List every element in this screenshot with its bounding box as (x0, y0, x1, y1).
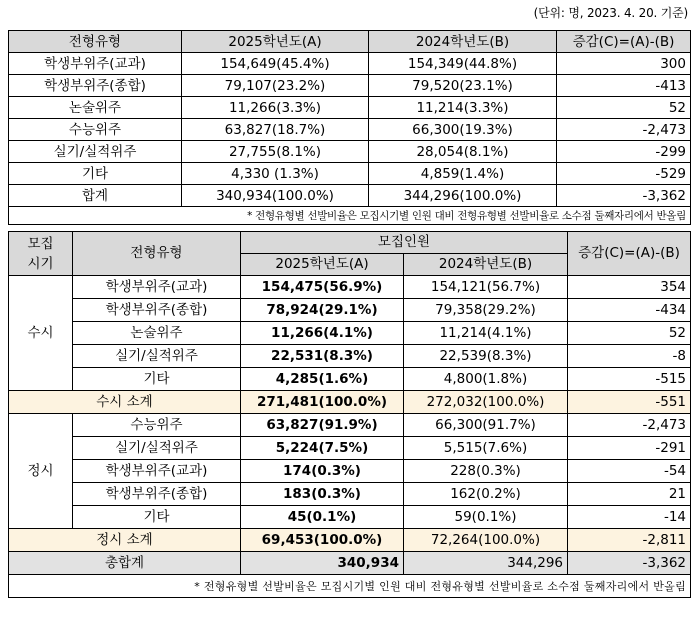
row-diff: -2,473 (568, 414, 691, 437)
row-2025: 63,827(18.7%) (182, 119, 369, 141)
total-row (9, 185, 691, 207)
row-diff: 21 (568, 483, 691, 506)
summary-table (8, 30, 691, 225)
header-2025: 2025학년도(A) (182, 31, 369, 53)
row-type: 실기/실적위주 (73, 345, 241, 368)
row-diff: -8 (568, 345, 691, 368)
table-row (9, 506, 691, 529)
detail-table (8, 231, 691, 598)
table-row (9, 483, 691, 506)
row-2024: 28,054(8.1%) (369, 141, 557, 163)
row-2024: 66,300(91.7%) (404, 414, 568, 437)
table-row (9, 163, 691, 185)
row-2025: 4,330 (1.3%) (182, 163, 369, 185)
row-diff: -3,362 (557, 185, 691, 207)
row-2024: 154,349(44.8%) (369, 53, 557, 75)
row-diff: -529 (557, 163, 691, 185)
row-2024: 4,800(1.8%) (404, 368, 568, 391)
row-type: 합계 (9, 185, 182, 207)
row-type: 학생부위주(종합) (9, 75, 182, 97)
row-type: 논술위주 (73, 322, 241, 345)
jeongsi-subtotal-row (9, 529, 691, 552)
table-row (9, 437, 691, 460)
row-2024: 228(0.3%) (404, 460, 568, 483)
summary-header-row (9, 31, 691, 53)
period-susi: 수시 (9, 276, 73, 391)
table-row (9, 460, 691, 483)
row-2024: 79,358(29.2%) (404, 299, 568, 322)
row-type: 학생부위주(교과) (73, 460, 241, 483)
table-row (9, 322, 691, 345)
footnote: * 전형유형별 선발비율은 모집시기별 인원 대비 전형유형별 선발비율로 소수점 둘째자리에서 반올림 (9, 575, 691, 598)
header-diff: 증감(C)=(A)-(B) (557, 31, 691, 53)
row-diff: -54 (568, 460, 691, 483)
table-row (9, 53, 691, 75)
subtotal-2024: 72,264(100.0%) (404, 529, 568, 552)
period-jeongsi: 정시 (9, 414, 73, 529)
row-diff: 300 (557, 53, 691, 75)
table-row (9, 368, 691, 391)
row-2025: 27,755(8.1%) (182, 141, 369, 163)
row-2025: 4,285(1.6%) (241, 368, 404, 391)
row-2024: 4,859(1.4%) (369, 163, 557, 185)
note-row (9, 207, 691, 225)
footnote: * 전형유형별 선발비율은 모집시기별 인원 대비 전형유형별 선발비율로 소수점 둘째자리에서 반올림 (9, 207, 691, 225)
row-2025: 45(0.1%) (241, 506, 404, 529)
total-2024: 344,296 (404, 552, 568, 575)
header-diff: 증감(C)=(A)-(B) (568, 232, 691, 276)
row-type: 기타 (73, 506, 241, 529)
table-row (9, 414, 691, 437)
table-row (9, 119, 691, 141)
row-2025: 11,266(3.3%) (182, 97, 369, 119)
detail-header-row (9, 232, 691, 254)
header-2025: 2025학년도(A) (241, 254, 404, 276)
row-2025: 22,531(8.3%) (241, 345, 404, 368)
row-type: 실기/실적위주 (9, 141, 182, 163)
subtotal-2025: 271,481(100.0%) (241, 391, 404, 414)
subtotal-diff: -2,811 (568, 529, 691, 552)
subtotal-2025: 69,453(100.0%) (241, 529, 404, 552)
row-2024: 59(0.1%) (404, 506, 568, 529)
row-2024: 5,515(7.6%) (404, 437, 568, 460)
total-diff: -3,362 (568, 552, 691, 575)
row-type: 학생부위주(종합) (73, 299, 241, 322)
row-2024: 66,300(19.3%) (369, 119, 557, 141)
row-type: 학생부위주(교과) (73, 276, 241, 299)
row-2025: 5,224(7.5%) (241, 437, 404, 460)
row-2025: 78,924(29.1%) (241, 299, 404, 322)
table-row (9, 345, 691, 368)
subtotal-label: 수시 소계 (9, 391, 241, 414)
table-row (9, 141, 691, 163)
header-type: 전형유형 (9, 31, 182, 53)
row-2025: 174(0.3%) (241, 460, 404, 483)
row-2024: 154,121(56.7%) (404, 276, 568, 299)
row-diff: -2,473 (557, 119, 691, 141)
table-row (9, 276, 691, 299)
row-diff: 354 (568, 276, 691, 299)
row-diff: -14 (568, 506, 691, 529)
row-2025: 340,934(100.0%) (182, 185, 369, 207)
row-type: 수능위주 (9, 119, 182, 141)
row-2025: 11,266(4.1%) (241, 322, 404, 345)
row-2024: 11,214(4.1%) (404, 322, 568, 345)
header-type: 전형유형 (73, 232, 241, 276)
row-2025: 183(0.3%) (241, 483, 404, 506)
row-2024: 22,539(8.3%) (404, 345, 568, 368)
subtotal-2024: 272,032(100.0%) (404, 391, 568, 414)
total-2025: 340,934 (241, 552, 404, 575)
header-2024: 2024학년도(B) (369, 31, 557, 53)
row-2025: 154,475(56.9%) (241, 276, 404, 299)
subtotal-label: 정시 소계 (9, 529, 241, 552)
row-type: 기타 (73, 368, 241, 391)
row-type: 학생부위주(교과) (9, 53, 182, 75)
row-type: 기타 (9, 163, 182, 185)
subtotal-diff: -551 (568, 391, 691, 414)
row-type: 논술위주 (9, 97, 182, 119)
row-diff: -413 (557, 75, 691, 97)
row-2024: 162(0.2%) (404, 483, 568, 506)
row-diff: -291 (568, 437, 691, 460)
row-type: 실기/실적위주 (73, 437, 241, 460)
note-row (9, 575, 691, 598)
row-2024: 79,520(23.1%) (369, 75, 557, 97)
row-2024: 344,296(100.0%) (369, 185, 557, 207)
row-2025: 79,107(23.2%) (182, 75, 369, 97)
header-recruit: 모집인원 (241, 232, 568, 254)
row-diff: -434 (568, 299, 691, 322)
row-2024: 11,214(3.3%) (369, 97, 557, 119)
row-diff: -299 (557, 141, 691, 163)
row-type: 수능위주 (73, 414, 241, 437)
header-2024: 2024학년도(B) (404, 254, 568, 276)
row-2025: 63,827(91.9%) (241, 414, 404, 437)
row-diff: 52 (568, 322, 691, 345)
total-label: 총합계 (9, 552, 241, 575)
unit-note: (단위: 명, 2023. 4. 20. 기준) (533, 6, 688, 20)
row-diff: -515 (568, 368, 691, 391)
row-2025: 154,649(45.4%) (182, 53, 369, 75)
header-period: 모집 시기 (9, 232, 73, 276)
table-row (9, 75, 691, 97)
row-type: 학생부위주(종합) (73, 483, 241, 506)
table-row (9, 299, 691, 322)
row-diff: 52 (557, 97, 691, 119)
grand-total-row (9, 552, 691, 575)
susi-subtotal-row (9, 391, 691, 414)
table-row (9, 97, 691, 119)
